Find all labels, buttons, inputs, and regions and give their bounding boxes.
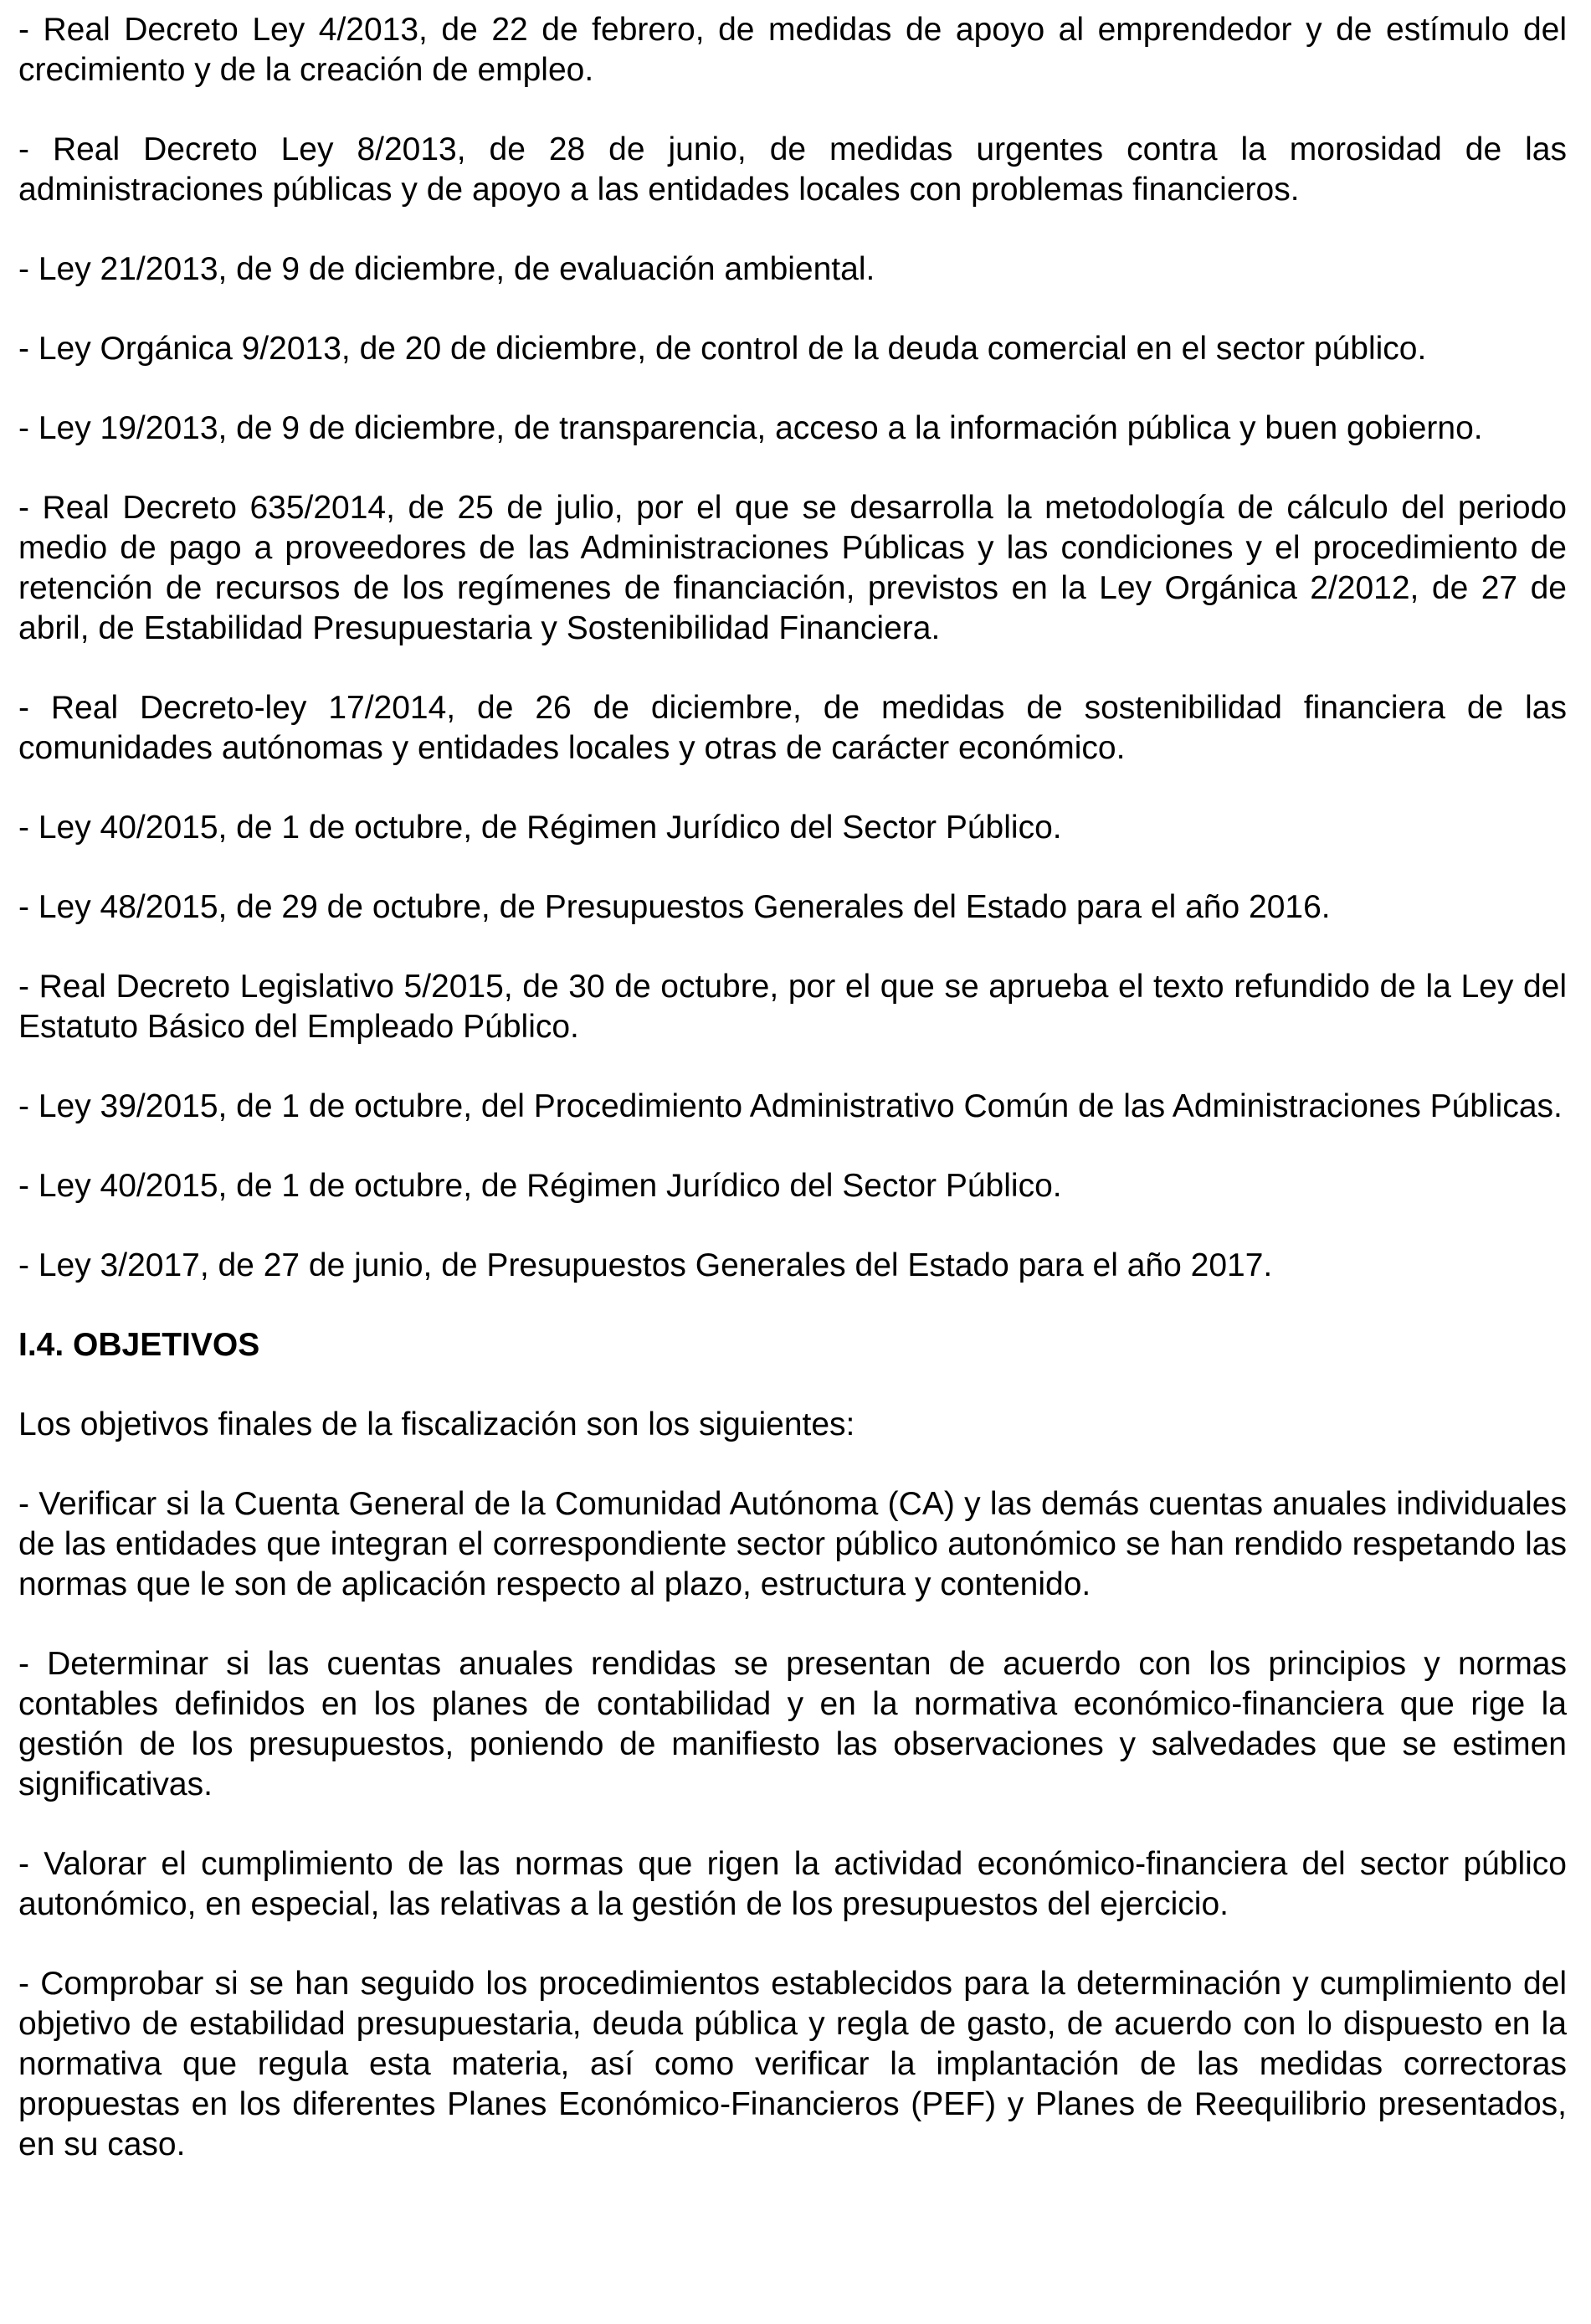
legislation-item: - Ley 40/2015, de 1 de octubre, de Régimen Jurídico del Sector Público. [18,1168,1062,1204]
section-intro: Los objetivos finales de la fiscalización son los siguientes: [18,1406,855,1442]
objectives-list [18,1484,1567,2165]
legislation-item: - Real Decreto Ley 4/2013, de 22 de febrero, de medidas de apoyo al emprendedor y de estímulo del crecimiento y de la creación de empleo. [18,12,1567,88]
legislation-item: - Real Decreto Legislativo 5/2015, de 30 de octubre, por el que se aprueba el texto refundido de la Ley del Estatuto Básico del Empleado Público. [18,969,1567,1045]
objective-item: - Determinar si las cuentas anuales rendidas se presentan de acuerdo con los principios y normas contables definidos en los planes de contabilidad y en la normativa económico-financiera que rige la gestión de los presupuestos, poniendo de manifiesto las observaciones y salvedades que se estimen significativas. [18,1646,1567,1802]
section-heading: I.4. OBJETIVOS [18,1327,260,1363]
legislation-item: - Ley 40/2015, de 1 de octubre, de Régimen Jurídico del Sector Público. [18,810,1062,846]
legislation-item: - Ley 3/2017, de 27 de junio, de Presupuestos Generales del Estado para el año 2017. [18,1247,1273,1283]
legislation-item: - Real Decreto-ley 17/2014, de 26 de diciembre, de medidas de sostenibilidad financiera de las comunidades autónomas y entidades locales y otras de carácter económico. [18,690,1567,766]
legislation-list [18,10,1567,1286]
legislation-item: - Ley 21/2013, de 9 de diciembre, de evaluación ambiental. [18,251,875,287]
objective-item: - Comprobar si se han seguido los procedimientos establecidos para la determinación y cumplimiento del objetivo de estabilidad presupuestaria, deuda pública y regla de gasto, de acuerdo con lo dispuesto en la normativa que regula esta materia, así como verificar la implantación de las medidas correctoras propuestas en los diferentes Planes Económico-Financieros (PEF) y Planes de Reequilibrio presentados, en su caso. [18,1966,1567,2162]
legislation-item: - Real Decreto 635/2014, de 25 de julio, por el que se desarrolla la metodología de cálculo del periodo medio de pago a proveedores de las Administraciones Públicas y las condiciones y el procedimiento de retención de recursos de los regímenes de financiación, previstos en la Ley Orgánica 2/2012, de 27 de abril, de Estabilidad Presupuestaria y Sostenibilidad Financiera. [18,490,1567,646]
legislation-item: - Ley Orgánica 9/2013, de 20 de diciembre, de control de la deuda comercial en el sector público. [18,331,1427,367]
legislation-item: - Real Decreto Ley 8/2013, de 28 de junio, de medidas urgentes contra la morosidad de las administraciones públicas y de apoyo a las entidades locales con problemas financieros. [18,131,1567,208]
legislation-item: - Ley 39/2015, de 1 de octubre, del Procedimiento Administrativo Común de las Administraciones Públicas. [18,1088,1563,1124]
document-page [18,10,1567,2204]
objective-item: - Valorar el cumplimiento de las normas que rigen la actividad económico-financiera del sector público autonómico, en especial, las relativas a la gestión de los presupuestos del ejercicio. [18,1846,1567,1922]
legislation-item: - Ley 19/2013, de 9 de diciembre, de transparencia, acceso a la información pública y buen gobierno. [18,410,1483,446]
legislation-item: - Ley 48/2015, de 29 de octubre, de Presupuestos Generales del Estado para el año 2016. [18,889,1331,925]
objective-item: - Verificar si la Cuenta General de la Comunidad Autónoma (CA) y las demás cuentas anuales individuales de las entidades que integran el correspondiente sector público autonómico se han rendido respetando las normas que le son de aplicación respecto al plazo, estructura y contenido. [18,1486,1567,1602]
